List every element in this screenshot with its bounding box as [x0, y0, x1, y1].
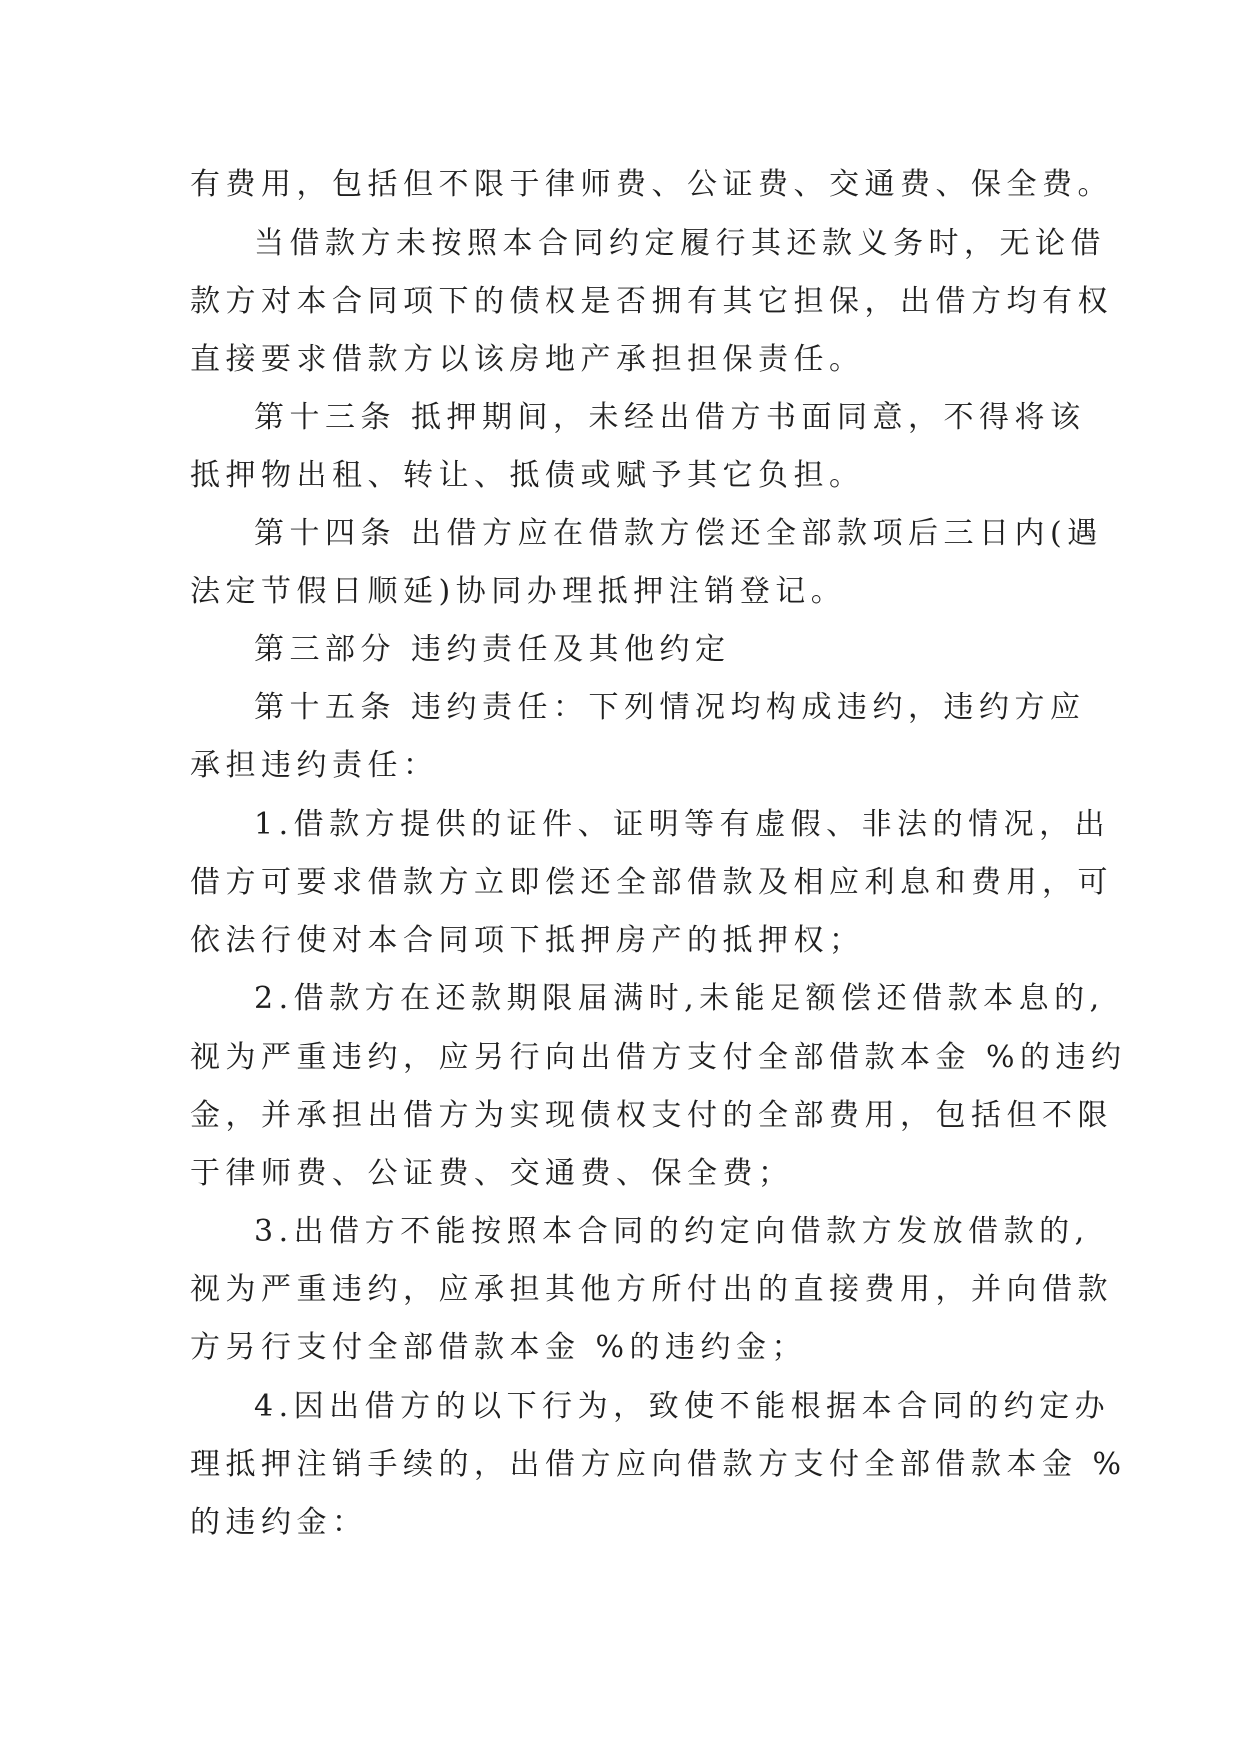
- clause-1-line: 1.借款方提供的证件、证明等有虚假、非法的情况，出: [254, 807, 1111, 842]
- text-line: 视为严重违约，应承担其他方所付出的直接费用，并向借款: [190, 1272, 1113, 1307]
- text-line: 依法行使对本合同项下抵押房产的抵押权；: [190, 923, 865, 958]
- paragraph-first-line: 当借款方未按照本合同约定履行其还款义务时，无论借: [254, 226, 1106, 261]
- clause-2-line: 2.借款方在还款期限届满时,未能足额偿还借款本息的,: [254, 981, 1105, 1016]
- text-line: 视为严重违约，应另行向出借方支付全部借款本金 %的违约: [190, 1040, 1127, 1075]
- text-line: 金，并承担出借方为实现债权支付的全部费用，包括但不限: [190, 1098, 1113, 1133]
- text-line: 抵押物出租、转让、抵债或赋予其它负担。: [190, 458, 865, 493]
- text-line: 直接要求借款方以该房地产承担担保责任。: [190, 342, 865, 377]
- text-line: 款方对本合同项下的债权是否拥有其它担保，出借方均有权: [190, 284, 1113, 319]
- article-14-line: 第十四条 出借方应在借款方偿还全部款项后三日内(遇: [254, 516, 1103, 551]
- text-line: 于律师费、公证费、交通费、保全费；: [190, 1156, 794, 1191]
- article-15-line: 第十五条 违约责任：下列情况均构成违约，违约方应: [254, 690, 1086, 725]
- text-line: 理抵押注销手续的，出借方应向借款方支付全部借款本金 %: [190, 1447, 1127, 1482]
- text-line: 方另行支付全部借款本金 %的违约金；: [190, 1330, 808, 1365]
- clause-4-line: 4.因出借方的以下行为，致使不能根据本合同的约定办: [254, 1389, 1111, 1424]
- article-13-line: 第十三条 抵押期间，未经出借方书面同意，不得将该: [254, 400, 1086, 435]
- clause-3-line: 3.出借方不能按照本合同的约定向借款方发放借款的,: [254, 1214, 1090, 1249]
- text-line: 法定节假日顺延)协同办理抵押注销登记。: [190, 574, 847, 609]
- section-heading: 第三部分 违约责任及其他约定: [254, 632, 731, 667]
- text-line: 有费用，包括但不限于律师费、公证费、交通费、保全费。: [190, 167, 1113, 202]
- text-line: 的违约金：: [190, 1505, 368, 1540]
- text-line: 承担违约责任：: [190, 748, 439, 783]
- text-line: 借方可要求借款方立即偿还全部借款及相应利息和费用，可: [190, 865, 1113, 900]
